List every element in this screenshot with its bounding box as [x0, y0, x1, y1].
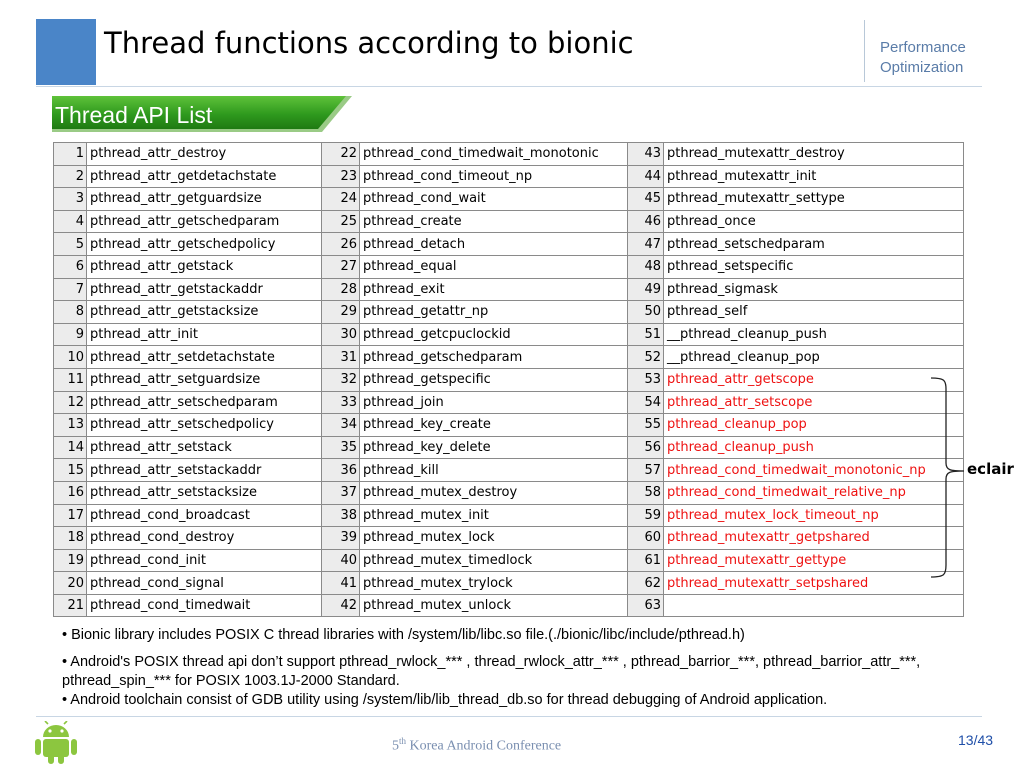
table-row [54, 572, 964, 595]
eclair-label: eclair [967, 460, 1014, 478]
api-function-cell: pthread_kill [360, 459, 628, 482]
api-function-cell: pthread_cleanup_pop [664, 414, 964, 437]
api-function-cell: pthread_attr_setschedpolicy [87, 414, 322, 437]
page-number: 13/43 [958, 732, 994, 748]
table-row [54, 594, 964, 617]
table-row [54, 323, 964, 346]
api-index-cell: 27 [322, 255, 360, 278]
api-index-cell: 51 [628, 323, 664, 346]
footer-prefix: 5 [392, 738, 399, 754]
api-function-cell: pthread_cond_timedwait_monotonic [360, 143, 628, 166]
api-function-cell: pthread_attr_setstackaddr [87, 459, 322, 482]
api-index-cell: 57 [628, 459, 664, 482]
api-index-cell: 6 [54, 255, 87, 278]
api-function-cell: pthread_setspecific [664, 255, 964, 278]
table-row [54, 549, 964, 572]
header-rule [36, 86, 982, 87]
api-index-cell: 40 [322, 549, 360, 572]
api-index-cell: 7 [54, 278, 87, 301]
table-row [54, 165, 964, 188]
api-index-cell: 3 [54, 188, 87, 211]
api-function-cell: pthread_getspecific [360, 368, 628, 391]
api-function-cell: pthread_attr_init [87, 323, 322, 346]
api-function-cell: pthread_attr_getdetachstate [87, 165, 322, 188]
api-function-cell: pthread_cond_destroy [87, 527, 322, 550]
api-function-cell: pthread_cond_wait [360, 188, 628, 211]
api-index-cell: 37 [322, 481, 360, 504]
api-function-cell: pthread_cond_timedwait_relative_np [664, 481, 964, 504]
api-function-cell: pthread_attr_getstack [87, 255, 322, 278]
api-index-cell: 20 [54, 572, 87, 595]
header-divider [864, 20, 865, 82]
table-row [54, 233, 964, 256]
api-function-cell: pthread_detach [360, 233, 628, 256]
api-function-cell: pthread_key_create [360, 414, 628, 437]
api-index-cell: 47 [628, 233, 664, 256]
api-function-cell: pthread_cond_broadcast [87, 504, 322, 527]
api-index-cell: 62 [628, 572, 664, 595]
table-row [54, 188, 964, 211]
api-function-cell: pthread_cond_signal [87, 572, 322, 595]
api-function-cell: pthread_create [360, 210, 628, 233]
api-index-cell: 12 [54, 391, 87, 414]
api-function-cell: pthread_attr_getstackaddr [87, 278, 322, 301]
api-index-cell: 2 [54, 165, 87, 188]
api-index-cell: 58 [628, 481, 664, 504]
table-row [54, 391, 964, 414]
api-function-cell: pthread_self [664, 301, 964, 324]
api-function-cell: pthread_getattr_np [360, 301, 628, 324]
api-index-cell: 53 [628, 368, 664, 391]
api-function-cell: pthread_cond_timedwait [87, 594, 322, 617]
header-accent-square [36, 19, 96, 85]
api-index-cell: 33 [322, 391, 360, 414]
header-corner-text [880, 38, 966, 78]
api-index-cell: 21 [54, 594, 87, 617]
api-function-cell: pthread_mutex_lock [360, 527, 628, 550]
api-index-cell: 61 [628, 549, 664, 572]
api-index-cell: 1 [54, 143, 87, 166]
table-row [54, 255, 964, 278]
corner-line-1: Performance [880, 39, 966, 56]
api-function-cell: pthread_attr_setguardsize [87, 368, 322, 391]
api-function-cell: pthread_exit [360, 278, 628, 301]
table-row [54, 346, 964, 369]
api-function-cell: pthread_cond_timeout_np [360, 165, 628, 188]
api-index-cell: 63 [628, 594, 664, 617]
api-index-cell: 8 [54, 301, 87, 324]
api-index-cell: 4 [54, 210, 87, 233]
api-index-cell: 54 [628, 391, 664, 414]
api-index-cell: 15 [54, 459, 87, 482]
api-function-cell: __pthread_cleanup_pop [664, 346, 964, 369]
api-function-cell: pthread_attr_getstacksize [87, 301, 322, 324]
api-index-cell: 26 [322, 233, 360, 256]
footer-rest: Korea Android Conference [406, 738, 562, 754]
api-index-cell: 52 [628, 346, 664, 369]
api-function-cell: pthread_key_delete [360, 436, 628, 459]
note-1: • Bionic library includes POSIX C thread libraries with /system/lib/libc.so file.(./bionic/libc/include/pthread.h) [62, 627, 745, 643]
api-index-cell: 46 [628, 210, 664, 233]
api-function-cell: pthread_once [664, 210, 964, 233]
api-function-cell: pthread_mutex_trylock [360, 572, 628, 595]
table-row [54, 368, 964, 391]
slide-title: Thread functions according to bionic [104, 26, 634, 60]
api-index-cell: 30 [322, 323, 360, 346]
api-index-cell: 60 [628, 527, 664, 550]
api-function-cell: pthread_setschedparam [664, 233, 964, 256]
api-function-cell: pthread_mutexattr_settype [664, 188, 964, 211]
api-function-cell: pthread_getcpuclockid [360, 323, 628, 346]
api-function-cell [664, 594, 964, 617]
api-function-cell: pthread_mutexattr_getpshared [664, 527, 964, 550]
api-function-cell: pthread_mutexattr_destroy [664, 143, 964, 166]
api-index-cell: 9 [54, 323, 87, 346]
thread-api-table [53, 142, 964, 617]
api-function-cell: pthread_mutex_destroy [360, 481, 628, 504]
api-index-cell: 19 [54, 549, 87, 572]
api-index-cell: 59 [628, 504, 664, 527]
corner-line-2: Optimization [880, 59, 964, 76]
api-function-cell: pthread_mutexattr_setpshared [664, 572, 964, 595]
api-function-cell: pthread_attr_getschedpolicy [87, 233, 322, 256]
api-index-cell: 28 [322, 278, 360, 301]
api-index-cell: 44 [628, 165, 664, 188]
table-row [54, 301, 964, 324]
api-function-cell: pthread_attr_getscope [664, 368, 964, 391]
api-index-cell: 41 [322, 572, 360, 595]
api-index-cell: 38 [322, 504, 360, 527]
api-function-cell: pthread_attr_setscope [664, 391, 964, 414]
api-index-cell: 36 [322, 459, 360, 482]
api-function-cell: pthread_attr_setstack [87, 436, 322, 459]
api-index-cell: 56 [628, 436, 664, 459]
footer-rule [36, 716, 982, 717]
api-function-cell: pthread_mutex_init [360, 504, 628, 527]
api-function-cell: pthread_attr_setdetachstate [87, 346, 322, 369]
api-index-cell: 49 [628, 278, 664, 301]
android-robot-icon [30, 721, 82, 765]
api-index-cell: 11 [54, 368, 87, 391]
footer-conference [392, 736, 561, 755]
table-row [54, 414, 964, 437]
api-function-cell: pthread_attr_getguardsize [87, 188, 322, 211]
table-row [54, 143, 964, 166]
api-index-cell: 23 [322, 165, 360, 188]
api-index-cell: 13 [54, 414, 87, 437]
table-row [54, 278, 964, 301]
api-index-cell: 17 [54, 504, 87, 527]
table-row [54, 527, 964, 550]
api-function-cell: pthread_join [360, 391, 628, 414]
api-index-cell: 43 [628, 143, 664, 166]
api-index-cell: 14 [54, 436, 87, 459]
api-function-cell: pthread_attr_setstacksize [87, 481, 322, 504]
note-2: • Android's POSIX thread api don’t support pthread_rwlock_*** , thread_rwlock_attr_*** , pthread_barrior_***, pthread_barrior_attr_***, pthread_spin_*** for POSIX 1003.1J-2000 Standard. [62, 654, 921, 689]
api-function-cell: pthread_attr_setschedparam [87, 391, 322, 414]
notes-block [62, 626, 1002, 710]
api-function-cell: pthread_cleanup_push [664, 436, 964, 459]
api-function-cell: pthread_mutexattr_gettype [664, 549, 964, 572]
api-function-cell: pthread_mutex_timedlock [360, 549, 628, 572]
footer-sup: th [399, 736, 407, 746]
api-index-cell: 45 [628, 188, 664, 211]
section-banner-label: Thread API List [55, 102, 213, 128]
api-index-cell: 10 [54, 346, 87, 369]
table-row [54, 481, 964, 504]
api-function-cell: pthread_attr_getschedparam [87, 210, 322, 233]
api-index-cell: 48 [628, 255, 664, 278]
api-function-cell: pthread_mutex_unlock [360, 594, 628, 617]
api-index-cell: 39 [322, 527, 360, 550]
api-function-cell: pthread_equal [360, 255, 628, 278]
note-3: • Android toolchain consist of GDB utility using /system/lib/lib_thread_db.so for thread debugging of Android application. [62, 692, 828, 708]
api-index-cell: 24 [322, 188, 360, 211]
table-row [54, 210, 964, 233]
api-function-cell: pthread_getschedparam [360, 346, 628, 369]
api-function-cell: pthread_mutexattr_init [664, 165, 964, 188]
eclair-brace [930, 377, 970, 579]
api-index-cell: 35 [322, 436, 360, 459]
api-index-cell: 22 [322, 143, 360, 166]
api-function-cell: __pthread_cleanup_push [664, 323, 964, 346]
table-row [54, 459, 964, 482]
api-function-cell: pthread_attr_destroy [87, 143, 322, 166]
api-function-cell: pthread_cond_init [87, 549, 322, 572]
api-index-cell: 50 [628, 301, 664, 324]
api-index-cell: 29 [322, 301, 360, 324]
api-index-cell: 25 [322, 210, 360, 233]
table-row [54, 504, 964, 527]
api-index-cell: 32 [322, 368, 360, 391]
api-index-cell: 5 [54, 233, 87, 256]
api-index-cell: 42 [322, 594, 360, 617]
api-index-cell: 55 [628, 414, 664, 437]
table-row [54, 436, 964, 459]
api-function-cell: pthread_cond_timedwait_monotonic_np [664, 459, 964, 482]
api-index-cell: 31 [322, 346, 360, 369]
api-function-cell: pthread_sigmask [664, 278, 964, 301]
api-index-cell: 16 [54, 481, 87, 504]
api-function-cell: pthread_mutex_lock_timeout_np [664, 504, 964, 527]
api-index-cell: 34 [322, 414, 360, 437]
api-index-cell: 18 [54, 527, 87, 550]
